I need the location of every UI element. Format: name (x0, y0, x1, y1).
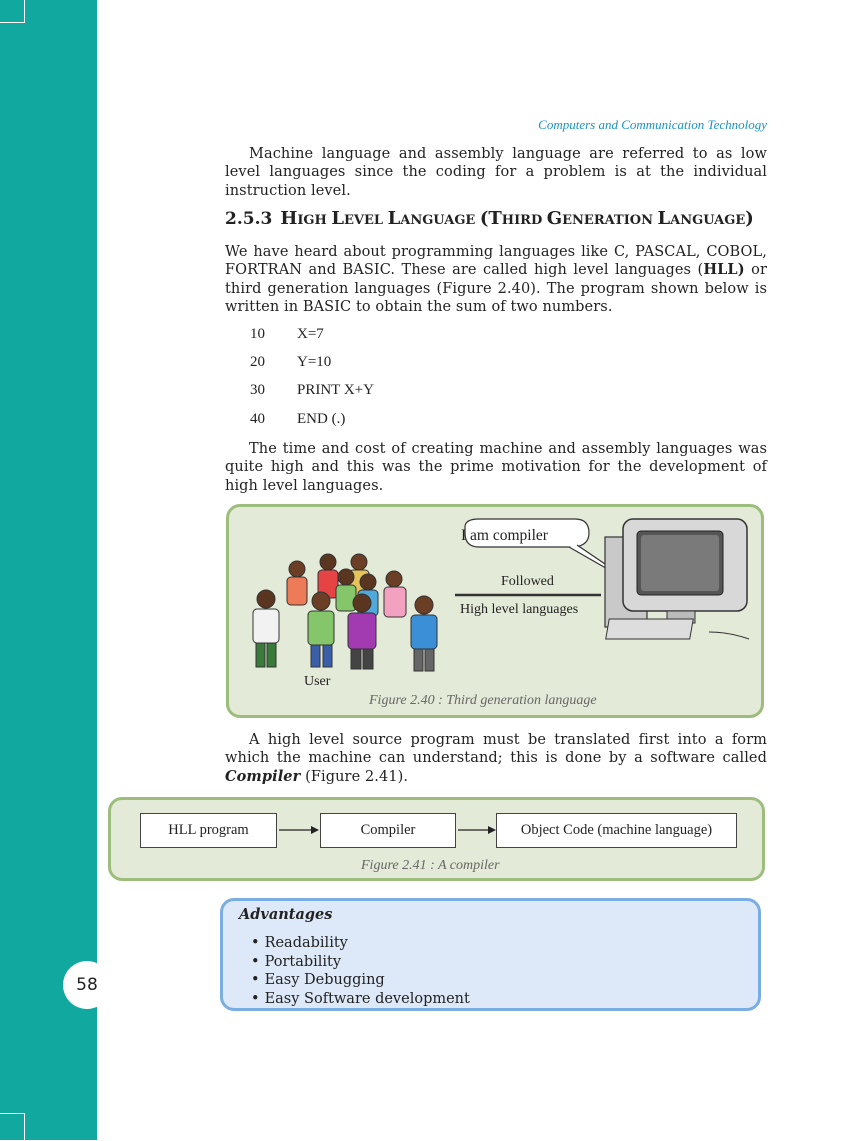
title-small-caps: IGH (297, 213, 332, 228)
code-line-number: 40 (250, 411, 265, 427)
figure-2-41-caption: Figure 2.41 : A compiler (361, 858, 500, 873)
advantages-title: Advantages (239, 906, 333, 923)
motivation-paragraph: The time and cost of creating machine and assembly languages was quite high and this was the prime motivation for the development of high level languages. (225, 441, 767, 494)
title-capital: ) (745, 208, 754, 229)
arrow-head-icon (311, 826, 319, 834)
advantages-list (251, 934, 470, 1008)
object-code-box: Object Code (machine language) (496, 813, 737, 848)
hll-bold: HLL) (703, 261, 745, 279)
running-head: Computers and Communication Technology (538, 117, 767, 132)
figure-2-40-caption: Figure 2.40 : Third generation language (369, 693, 597, 708)
title-capital: (T (479, 208, 502, 229)
crop-mark-bottom (0, 1113, 25, 1141)
title-capital: L (387, 208, 401, 229)
list-item: • Easy Debugging (251, 971, 470, 990)
title-capital: G (546, 208, 563, 229)
code-line-number: 20 (250, 354, 265, 370)
title-small-caps: HIRD (501, 213, 547, 228)
code-statement: Y=10 (297, 354, 332, 370)
computer-illustration (605, 519, 749, 639)
advantages-box (220, 898, 761, 1011)
hll-program-box: HLL program (140, 813, 277, 848)
title-capital: L (331, 208, 344, 229)
section-title (280, 209, 753, 229)
code-line (250, 382, 374, 399)
figure-2-40 (226, 504, 764, 718)
compiler-text-1: A high level source program must be translated first into a form which the machine can understand; this is done by a software called (225, 732, 767, 767)
compiler-term: Compiler (225, 767, 301, 785)
hll-text-1: We have heard about programming languages like C, PASCAL, COBOL, FORTRAN and BASIC. These are called high level languages ( (225, 244, 767, 279)
list-item: • Portability (251, 953, 470, 972)
code-line-number: 10 (250, 326, 265, 342)
code-statement: END (.) (297, 411, 346, 427)
code-line (250, 354, 331, 371)
title-small-caps: EVEL (344, 213, 388, 228)
bubble-text: I am compiler (461, 527, 548, 544)
compiler-text-2: (Figure 2.41). (300, 768, 409, 785)
user-label: User (304, 674, 331, 689)
title-capital: H (280, 208, 298, 229)
crop-mark-top (0, 0, 25, 23)
users-group-illustration (253, 554, 437, 671)
page-number: 58 (63, 961, 111, 1009)
section-number: 2.5.3 (225, 209, 273, 229)
hll-text-2: or third generation languages (Figure 2.40). The program shown below is written in BASIC to obtain the sum of two numbers. (225, 262, 767, 315)
section-heading (225, 208, 754, 229)
title-small-caps: ANGUAGE (670, 213, 746, 228)
code-line (250, 326, 324, 343)
hll-paragraph (225, 243, 767, 316)
code-line (250, 411, 345, 428)
title-small-caps: ANGUAGE (400, 213, 480, 228)
title-capital: L (657, 208, 671, 229)
hll-label: High level languages (460, 602, 579, 617)
figure-2-41 (108, 797, 765, 881)
compiler-paragraph (225, 731, 767, 786)
title-small-caps: ENERATION (562, 213, 658, 228)
followed-label: Followed (501, 574, 554, 589)
intro-paragraph: Machine language and assembly language are referred to as low level languages since the coding for a problem is at the individual instruction level. (225, 146, 767, 199)
list-item: • Easy Software development (251, 990, 470, 1009)
arrow-head-icon (488, 826, 496, 834)
compiler-box: Compiler (320, 813, 456, 848)
code-line-number: 30 (250, 382, 265, 398)
code-statement: X=7 (297, 326, 324, 342)
list-item: • Readability (251, 934, 470, 953)
code-statement: PRINT X+Y (297, 382, 374, 398)
